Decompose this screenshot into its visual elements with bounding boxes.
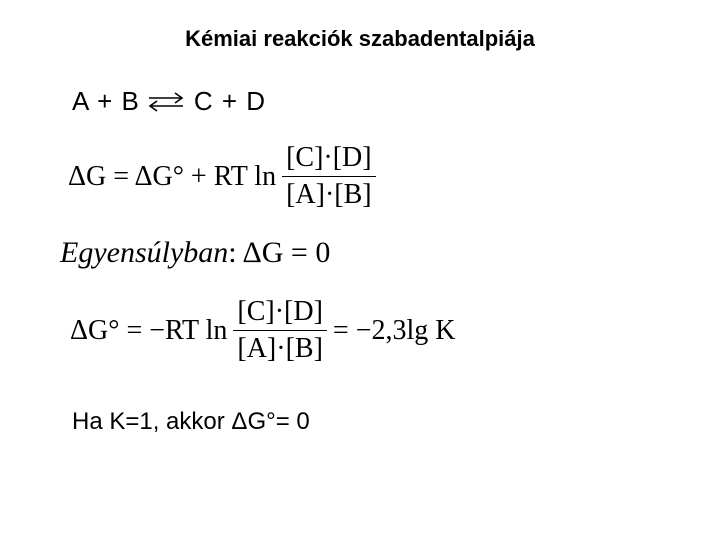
concentration-fraction <box>282 142 376 211</box>
reactants: A + B <box>72 86 140 116</box>
equilibrium-condition <box>60 236 330 270</box>
fraction-numerator: [C]·[D] <box>286 142 372 173</box>
equation-lhs: ΔG <box>68 160 107 192</box>
equation-rhs-suffix: = −2,3lg K <box>332 314 456 346</box>
equation-lhs: ΔG° <box>70 314 120 346</box>
concentration-fraction <box>233 296 327 365</box>
reaction-equation <box>72 86 266 117</box>
products: C + D <box>193 86 267 116</box>
equation-rhs-prefix: = −RT ln <box>126 314 228 346</box>
page-title: Kémiai reakciók szabadentalpiája <box>185 26 535 51</box>
fraction-denominator: [A]·[B] <box>233 330 327 365</box>
standard-gibbs-equation <box>70 296 456 365</box>
equilibrium-arrows-icon <box>146 90 186 114</box>
equation-rhs-prefix: = ΔG° + RT ln <box>113 160 277 192</box>
equilibrium-label: Egyensúlyban <box>60 236 229 269</box>
fraction-numerator: [C]·[D] <box>237 296 323 327</box>
equilibrium-expression: : ΔG = 0 <box>228 236 331 269</box>
gibbs-equation <box>68 142 382 211</box>
fraction-denominator: [A]·[B] <box>282 176 376 211</box>
conclusion-note: Ha K=1, akkor ΔG°= 0 <box>72 408 310 435</box>
